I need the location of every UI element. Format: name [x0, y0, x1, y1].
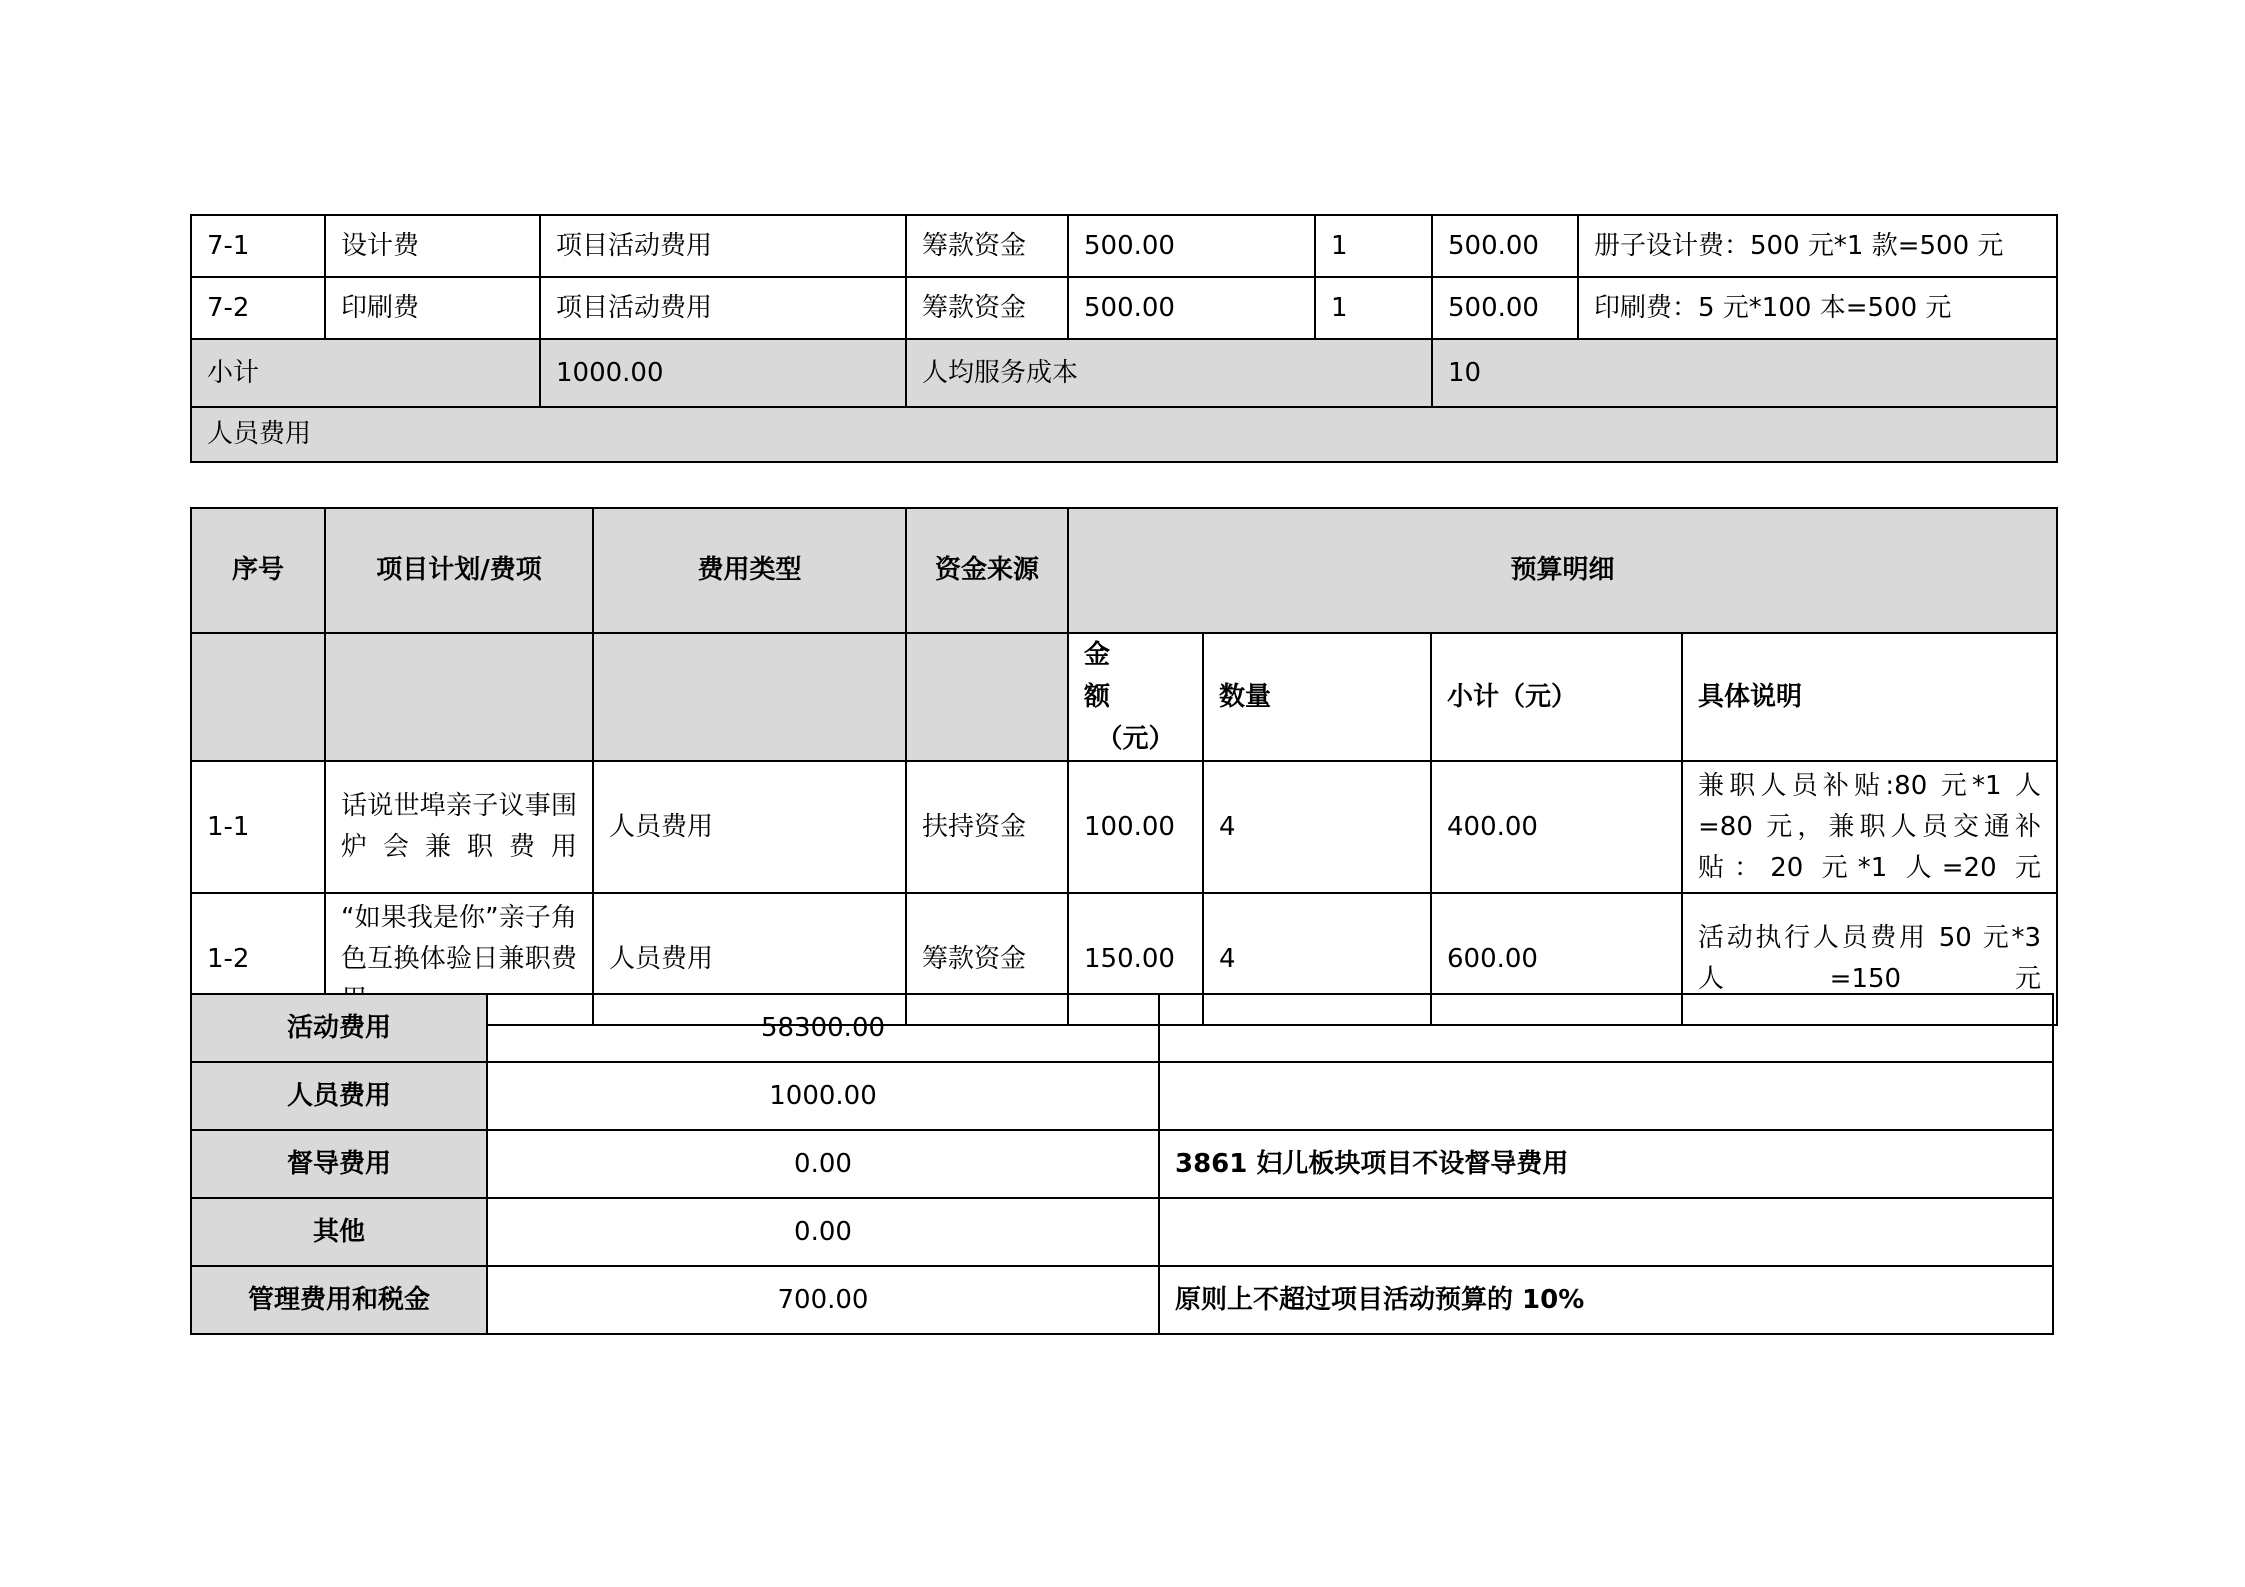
section-row: [191, 407, 2057, 462]
summary-row: [191, 1062, 2053, 1130]
subheader-amount: [1068, 633, 1203, 761]
summary-value: 0.00: [487, 1198, 1159, 1266]
summary-value: 1000.00: [487, 1062, 1159, 1130]
row-type: 项目活动费用: [540, 215, 906, 277]
row-note: 活动执行人员费用 50 元*3 人=150 元: [1682, 893, 2057, 1025]
summary-value: 0.00: [487, 1130, 1159, 1198]
summary-note: [1159, 1198, 2053, 1266]
row-qty: 4: [1203, 893, 1431, 1025]
header-number: 序号: [191, 508, 325, 633]
section-label: 人员费用: [191, 407, 2057, 462]
subheader-note: 具体说明: [1682, 633, 2057, 761]
row-number: 1-1: [191, 761, 325, 893]
row-type: 人员费用: [593, 761, 906, 893]
header-source: 资金来源: [906, 508, 1068, 633]
table-row: [191, 761, 2057, 893]
row-subtotal: 500.00: [1432, 215, 1578, 277]
subtotal-label: 小计: [191, 339, 540, 407]
row-number: 7-1: [191, 215, 325, 277]
summary-value: 58300.00: [487, 994, 1159, 1062]
summary-label: 人员费用: [191, 1062, 487, 1130]
empty-cell: [191, 633, 325, 761]
summary-label: 其他: [191, 1198, 487, 1266]
row-subtotal: 500.00: [1432, 277, 1578, 339]
header-plan: 项目计划/费项: [325, 508, 593, 633]
header-row: [191, 508, 2057, 633]
row-source: 扶持资金: [906, 761, 1068, 893]
empty-cell: [325, 633, 593, 761]
summary-value: 700.00: [487, 1266, 1159, 1334]
summary-row: [191, 1198, 2053, 1266]
activity-cost-table: [190, 214, 2058, 463]
row-qty: 1: [1315, 277, 1432, 339]
row-amount: 500.00: [1068, 277, 1315, 339]
row-amount: 150.00: [1068, 893, 1203, 1025]
row-qty: 4: [1203, 761, 1431, 893]
personnel-cost-table: [190, 507, 2058, 1026]
summary-note: 3861 妇儿板块项目不设督导费用: [1159, 1130, 2053, 1198]
summary-note: 原则上不超过项目活动预算的 10%: [1159, 1266, 2053, 1334]
summary-label: 督导费用: [191, 1130, 487, 1198]
subtotal-value: 1000.00: [540, 339, 906, 407]
budget-summary-table: [190, 993, 2054, 1335]
per-capita-value: 10: [1432, 339, 2057, 407]
header-type: 费用类型: [593, 508, 906, 633]
row-note: 印刷费：5 元*100 本=500 元: [1578, 277, 2057, 339]
summary-note: [1159, 1062, 2053, 1130]
subheader-subtotal: 小计（元）: [1431, 633, 1682, 761]
row-item: 印刷费: [325, 277, 540, 339]
row-plan: “如果我是你”亲子角色互换体验日兼职费: [325, 893, 593, 1025]
row-number: 1-2: [191, 893, 325, 1025]
subheader-row: [191, 633, 2057, 761]
table-row: [191, 277, 2057, 339]
summary-row: [191, 994, 2053, 1062]
row-type: 人员费用: [593, 893, 906, 1025]
row-number: 7-2: [191, 277, 325, 339]
row-source: 筹款资金: [906, 215, 1068, 277]
empty-cell: [593, 633, 906, 761]
row-note: 兼职人员补贴:80 元*1 人=80 元，兼职人员交通补贴：20 元*1 人=20 元: [1682, 761, 2057, 893]
summary-row: [191, 1266, 2053, 1334]
row-amount: 500.00: [1068, 215, 1315, 277]
row-note: 册子设计费：500 元*1 款=500 元: [1578, 215, 2057, 277]
subtotal-row: [191, 339, 2057, 407]
summary-label: 活动费用: [191, 994, 487, 1062]
row-source: 筹款资金: [906, 893, 1068, 1025]
subheader-qty: 数量: [1203, 633, 1431, 761]
subheader-amount-top: 金 额: [1084, 640, 1163, 712]
row-plan: 话说世埠亲子议事围炉会兼职费用: [325, 761, 593, 893]
row-subtotal: 400.00: [1431, 761, 1682, 893]
row-qty: 1: [1315, 215, 1432, 277]
empty-cell: [906, 633, 1068, 761]
subheader-amount-bottom: （元）: [1096, 724, 1175, 754]
header-budget: 预算明细: [1068, 508, 2057, 633]
row-item: 设计费: [325, 215, 540, 277]
summary-row: [191, 1130, 2053, 1198]
summary-note: [1159, 994, 2053, 1062]
row-amount: 100.00: [1068, 761, 1203, 893]
per-capita-label: 人均服务成本: [906, 339, 1432, 407]
row-type: 项目活动费用: [540, 277, 906, 339]
row-subtotal: 600.00: [1431, 893, 1682, 1025]
summary-label: 管理费用和税金: [191, 1266, 487, 1334]
table-row: [191, 215, 2057, 277]
row-source: 筹款资金: [906, 277, 1068, 339]
